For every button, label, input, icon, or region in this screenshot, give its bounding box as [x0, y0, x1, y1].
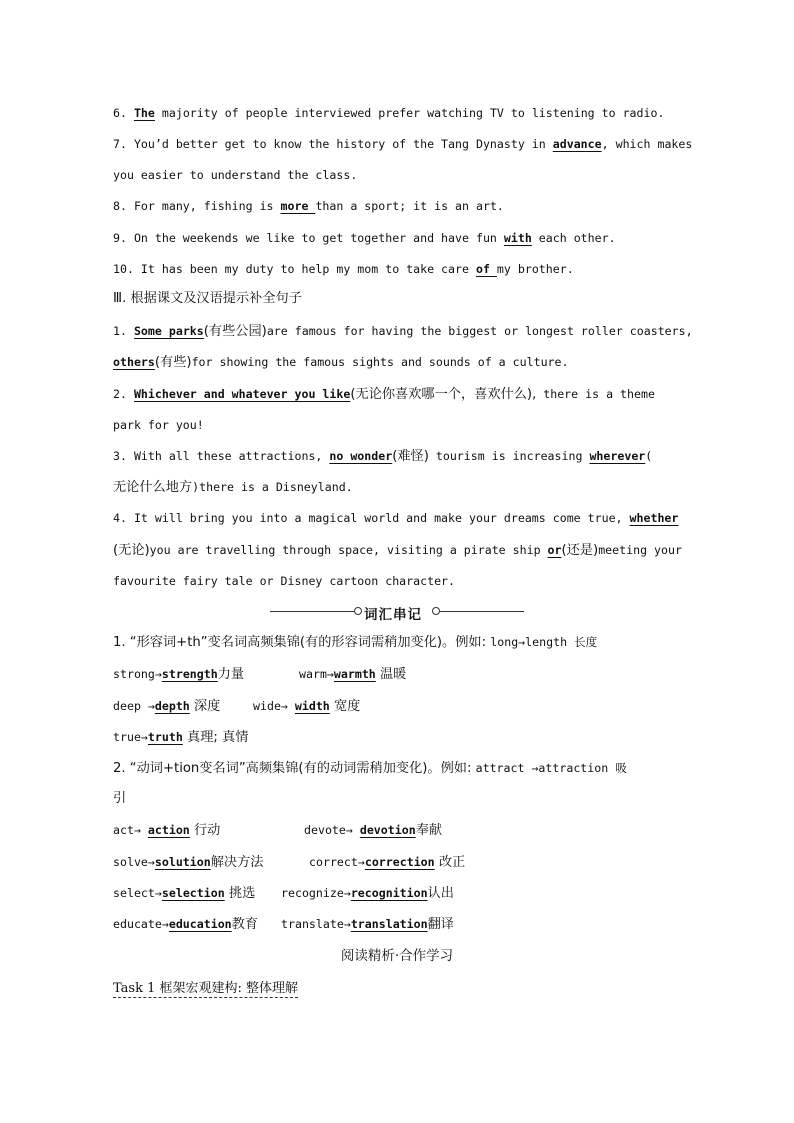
- sentence-3: 3. With all these attractions, no wonder(难怪) tourism is increasing wherever(: [113, 449, 653, 464]
- answer-blank: Some parks: [133, 324, 204, 338]
- vocab-row: educate→education教育 translate→translation翻译: [113, 917, 454, 932]
- answer-blank: no wonder: [329, 449, 393, 463]
- divider: [270, 611, 354, 612]
- divider: [440, 611, 524, 612]
- answer-blank: recognition: [350, 886, 428, 900]
- answer-blank: strength: [161, 667, 218, 681]
- vocab-intro-1: 1. “形容词+th”变名词高频集锦(有的形容词需稍加变化)。例如: long→length 长度: [113, 635, 598, 650]
- answer-blank: or: [547, 543, 562, 557]
- answer-blank: others: [113, 355, 155, 369]
- vocab-heading: [270, 603, 524, 621]
- answer-blank: more: [280, 199, 316, 213]
- sentence-4: 4. It will bring you into a magical world and make your dreams come true, whether: [113, 511, 679, 525]
- answer-blank: translation: [350, 917, 428, 931]
- exercise-line-7: 7. You’d better get to know the history of the Tang Dynasty in advance, which makes: [113, 137, 693, 151]
- vocab-row: act→ action 行动 devote→ devotion奉献: [113, 823, 443, 838]
- vocab-row: deep →depth 深度 wide→ width 宽度: [113, 699, 361, 714]
- answer-blank: depth: [154, 699, 190, 713]
- vocab-intro-2-cont: 引: [113, 791, 127, 806]
- task-1-heading: Task 1 框架宏观建构: 整体理解: [113, 977, 298, 998]
- vocab-intro-2: 2. “动词+tion变名词”高频集锦(有的动词需稍加变化)。例如: attract →attraction 吸: [113, 761, 627, 776]
- sentence-4-cont: (无论)you are travelling through space, visiting a pirate ship or(还是)meeting your: [113, 543, 682, 558]
- exercise-line-7-cont: you easier to understand the class.: [113, 168, 358, 182]
- answer-blank: devotion: [359, 823, 416, 837]
- vocab-row: true→truth 真理; 真情: [113, 730, 249, 745]
- answer-blank: Whichever and whatever you like: [133, 387, 351, 401]
- answer-blank: education: [168, 917, 232, 931]
- exercise-line-8: 8. For many, fishing is more than a sport; it is an art.: [113, 199, 504, 213]
- answer-blank: truth: [147, 730, 183, 744]
- answer-blank: with: [503, 231, 532, 245]
- answer-blank: solution: [154, 855, 211, 869]
- vocab-row: strong→strength力量 warm→warmth 温暖: [113, 667, 407, 682]
- reading-section-title: 阅读精析·合作学习: [340, 948, 454, 964]
- answer-blank: The: [133, 106, 155, 120]
- exercise-line-9: 9. On the weekends we like to get together and have fun with each other.: [113, 231, 616, 245]
- answer-blank: wherever: [589, 449, 646, 463]
- answer-blank: of: [475, 262, 497, 276]
- answer-blank: width: [294, 699, 330, 713]
- divider-dot: [432, 607, 440, 615]
- vocab-heading-title: 词汇串记: [364, 607, 422, 623]
- sentence-1-cont: others(有些)for showing the famous sights and sounds of a culture.: [113, 355, 569, 370]
- sentence-1: 1. Some parks(有些公园)are famous for having the biggest or longest roller coasters,: [113, 324, 693, 339]
- sentence-3-cont: 无论什么地方)there is a Disneyland.: [113, 480, 353, 495]
- exercise-line-10: 10. It has been my duty to help my mom to take care of my brother.: [113, 262, 574, 276]
- answer-blank: action: [147, 823, 190, 837]
- sentence-4-cont2: favourite fairy tale or Disney cartoon character.: [113, 574, 456, 588]
- vocab-row: select→selection 挑选 recognize→recognition认出: [113, 886, 454, 901]
- sentence-2-cont: park for you!: [113, 418, 204, 432]
- vocab-row: solve→solution解决方法 correct→correction 改正: [113, 855, 466, 870]
- answer-blank: whether: [629, 511, 679, 525]
- answer-blank: advance: [552, 137, 602, 151]
- answer-blank: selection: [161, 886, 225, 900]
- answer-blank: correction: [364, 855, 435, 869]
- exercise-line-6: 6. The majority of people interviewed prefer watching TV to listening to radio.: [113, 106, 665, 120]
- section-title: Ⅲ. 根据课文及汉语提示补全句子: [113, 291, 302, 306]
- sentence-2: 2. Whichever and whatever you like(无论你喜欢哪一个，喜欢什么), there is a theme: [113, 387, 655, 402]
- divider-dot: [354, 607, 362, 615]
- answer-blank: warmth: [333, 667, 376, 681]
